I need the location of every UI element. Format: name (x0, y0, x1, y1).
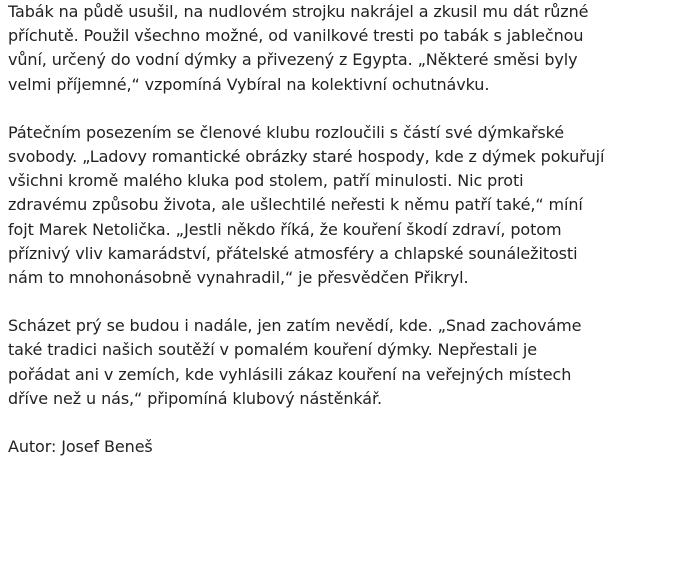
paragraph-line: Scházet prý se budou i nadále, jen zatím nevědí, kde. „Snad zachováme (8, 316, 582, 336)
paragraph-line: Pátečním posezením se členové klubu rozloučili s částí své dýmkařské (8, 122, 565, 142)
paragraph-line: Tabák na půdě usušil, na nudlovém strojku nakrájel a zkusil mu dát různé (8, 2, 589, 21)
paragraph-line: všichni kromě malého kluka pod stolem, patří minulosti. Nic proti (8, 171, 524, 191)
article-paragraph-3 (8, 314, 698, 411)
paragraph-line: příchutě. Použil všechno možné, od vanilkové tresti po tabák s jablečnou (8, 26, 584, 46)
paragraph-line: velmi příjemné,“ vzpomíná Vybíral na kolektivní ochutnávku. (8, 74, 490, 94)
paragraph-line: dříve než u nás,“ připomíná klubový nástěnkář. (8, 388, 382, 408)
paragraph-line: pořádat ani v zemích, kde vyhlásili zákaz kouření na veřejných místech (8, 364, 572, 384)
article-paragraph-2 (8, 121, 698, 290)
paragraph-line: příznivý vliv kamarádství, přátelské atmosféry a chlapské sounáležitosti (8, 243, 578, 263)
paragraph-line: svobody. „Ladovy romantické obrázky staré hospody, kde z dýmek pokuřují (8, 147, 605, 167)
paragraph-line: také tradici našich soutěží v pomalém kouření dýmky. Nepřestali je (8, 340, 537, 360)
article-body (8, 0, 698, 459)
paragraph-line: vůní, určený do vodní dýmky a přivezený z Egypta. „Některé směsi byly (8, 50, 578, 70)
paragraph-line: zdravému způsobu života, ale ušlechtilé neřesti k němu patří také,“ míní (8, 195, 583, 215)
paragraph-line: fojt Marek Netolička. „Jestli někdo říká, že kouření škodí zdraví, potom (8, 219, 562, 239)
paragraph-line: nám to mnohonásobně vynahradil,“ je přesvědčen Přikryl. (8, 268, 469, 288)
article-author: Autor: Josef Beneš (8, 437, 153, 457)
article-paragraph-1 (8, 0, 698, 97)
